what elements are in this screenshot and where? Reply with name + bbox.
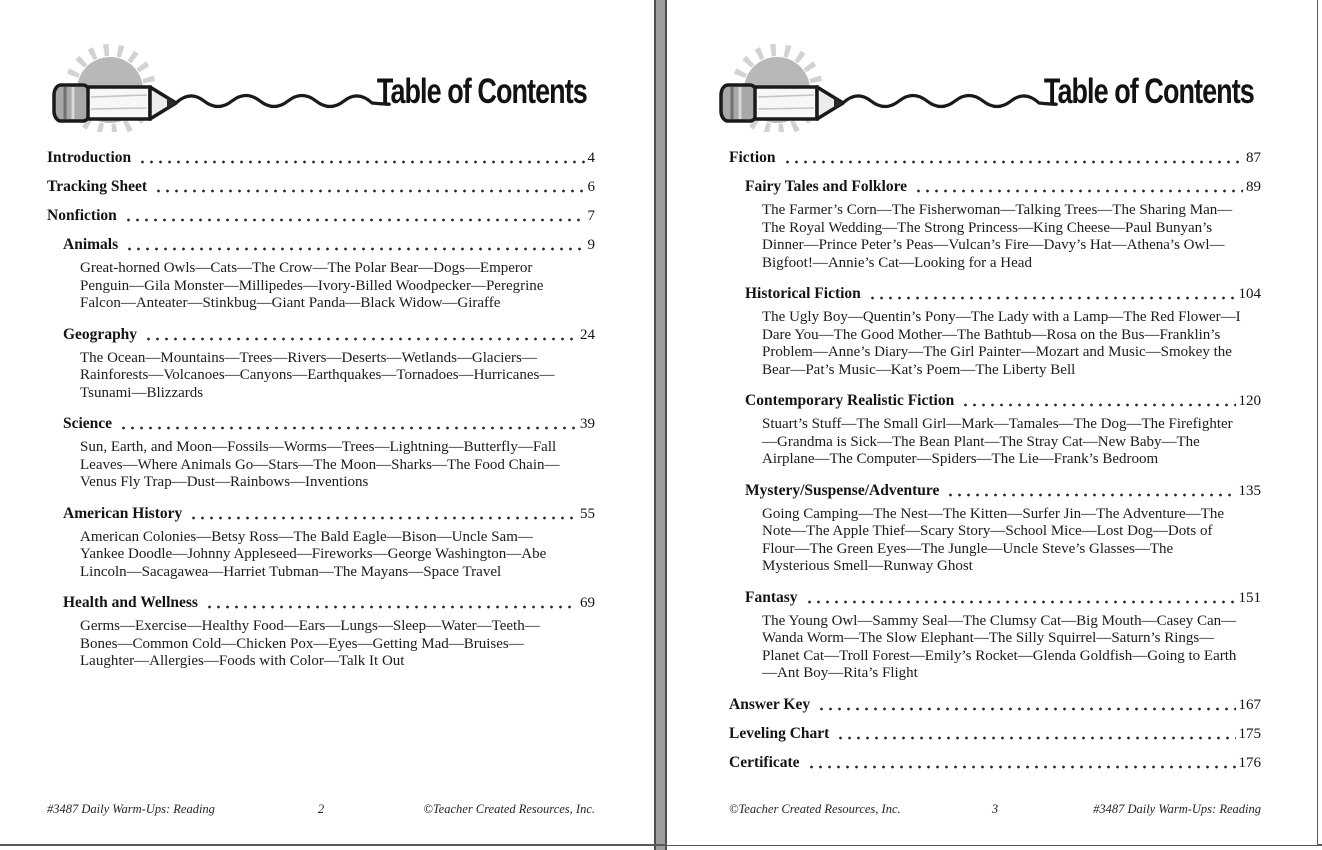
toc-entry-topics: The Young Owl—Sammy Seal—The Clumsy Cat—Big Mouth—Casey Can—Wanda Worm—The Slow Elephant—The Silly Squirrel—Saturn’s Rings—Planet Cat—Troll Forest—Emily’s Rocket—Glenda Goldfish—Going to Earth—Ant Boy—Rita’s Flight: [762, 612, 1237, 681]
page-number: 3: [991, 802, 999, 816]
toc-left: [0, 138, 654, 684]
dot-leader: [783, 160, 1244, 164]
toc-row: [745, 285, 1261, 303]
toc-entry-label: Leveling Chart: [729, 724, 830, 742]
toc-entry-label: Contemporary Realistic Fiction: [745, 392, 955, 409]
dot-leader: [914, 189, 1243, 193]
toc-row: [745, 589, 1261, 607]
toc-entry-page-number: 89: [1246, 179, 1261, 195]
toc-entry-topics: The Ugly Boy—Quentin’s Pony—The Lady with a Lamp—The Red Flower—I Dare You—The Good Mother—The Bathtub—Rosa on the Bus—Franklin’s Problem—Anne’s Diary—The Girl Painter—Mozart and Music—Smokey the Bear—Pat’s Music—Kat’s Poem—The Liberty Bell: [762, 309, 1241, 378]
toc-entry: [63, 415, 595, 492]
toc-row: [729, 725, 1261, 743]
toc-entry: [729, 149, 1261, 167]
toc-header-left: [0, 0, 654, 132]
toc-entry-label: Health and Wellness: [63, 594, 198, 611]
toc-entry: [47, 207, 595, 225]
page-left: [0, 0, 654, 845]
toc-entry-topics: Stuart’s Stuff—The Small Girl—Mark—Tamales—The Dog—The Firefighter—Grandma is Sick—The Bean Plant—The Stray Cat—New Baby—The Airplane—The Computer—Spiders—The Lie—Frank’s Bedroom: [762, 416, 1233, 467]
toc-entry-label: Fantasy: [745, 588, 798, 606]
toc-entry-page-number: 104: [1238, 286, 1261, 302]
toc-row: [745, 482, 1261, 500]
toc-entry: [63, 594, 595, 671]
toc-entry-label: Nonfiction: [47, 207, 117, 224]
toc-entry: [745, 482, 1261, 576]
toc-entry: [47, 178, 595, 196]
page-right: [667, 0, 1317, 845]
toc-entry-topics: Going Camping—The Nest—The Kitten—Surfer Jin—The Adventure—The Note—The Apple Thief—Scary Story—School Mice—Lost Dog—Dots of Flour—The Green Eyes—The Jungle—Uncle Steve’s Glasses—The Mysterious Smell—Runway Ghost: [762, 505, 1224, 574]
toc-entry: [63, 236, 595, 313]
dot-leader: [807, 765, 1236, 769]
toc-entry-label: Certificate: [729, 753, 800, 771]
dot-leader: [154, 189, 584, 193]
toc-entry-topics: Sun, Earth, and Moon—Fossils—Worms—Trees—Lightning—Butterfly—Fall Leaves—Where Animals Go—Stars—The Moon—Sharks—The Food Chain—Venus Fly Trap—Dust—Rainbows—Inventions: [80, 439, 560, 490]
dot-leader: [125, 247, 584, 251]
toc-row: [729, 754, 1261, 772]
toc-entry-page-number: 9: [587, 237, 595, 253]
dot-leader: [119, 426, 577, 430]
toc-entry-label: Answer Key: [729, 695, 811, 713]
dot-leader: [189, 516, 577, 520]
dot-leader: [144, 337, 577, 341]
footer-book-id: #3487 Daily Warm-Ups: Reading: [1093, 802, 1261, 816]
toc-entry-label: Tracking Sheet: [47, 178, 148, 195]
toc-entry-page-number: 151: [1238, 589, 1261, 606]
dot-leader: [946, 493, 1235, 497]
toc-entry: [729, 754, 1261, 772]
toc-entry-page-number: 120: [1238, 393, 1261, 409]
toc-row: [745, 392, 1261, 410]
toc-right: [667, 138, 1317, 772]
toc-entry-page-number: 6: [587, 179, 595, 195]
toc-entry-label: Mystery/Suspense/Adventure: [745, 481, 940, 499]
toc-header-right: [667, 0, 1317, 132]
dot-leader: [817, 707, 1235, 711]
dot-leader: [868, 296, 1236, 300]
toc-entry: [63, 505, 595, 582]
toc-entry: [745, 285, 1261, 379]
dot-leader: [805, 600, 1236, 604]
toc-entry-page-number: 135: [1238, 482, 1261, 499]
toc-entry-label: Fairy Tales and Folklore: [745, 178, 908, 195]
dot-leader: [138, 160, 584, 164]
toc-entry: [745, 178, 1261, 272]
toc-entry-label: Animals: [63, 236, 119, 253]
toc-row: [63, 594, 595, 612]
toc-row: [47, 149, 595, 167]
toc-entry-page-number: 175: [1238, 725, 1261, 742]
dot-leader: [124, 218, 585, 222]
toc-entry: [63, 326, 595, 403]
toc-entry: [47, 149, 595, 167]
toc-entry-page-number: 7: [587, 208, 595, 224]
page-footer-right: [667, 802, 1317, 817]
footer-copyright: ©Teacher Created Resources, Inc.: [729, 802, 901, 816]
page-gutter-divider: [654, 0, 667, 850]
toc-entry-page-number: 4: [587, 150, 595, 166]
toc-entry-page-number: 39: [580, 416, 595, 432]
page-title: Table of Contents: [377, 72, 588, 112]
page-number: 2: [317, 802, 325, 816]
toc-entry-label: Introduction: [47, 149, 132, 166]
toc-row: [63, 236, 595, 254]
toc-entry-label: Science: [63, 415, 113, 432]
toc-entry: [745, 589, 1261, 683]
page-footer-left: [0, 802, 654, 817]
toc-row: [745, 178, 1261, 196]
toc-entry-topics: Great-horned Owls—Cats—The Crow—The Polar Bear—Dogs—Emperor Penguin—Gila Monster—Millipedes—Ivory-Billed Woodpecker—Peregrine Falcon—Anteater—Stinkbug—Giant Panda—Black Widow—Giraffe: [80, 260, 544, 311]
toc-entry: [729, 725, 1261, 743]
dot-leader: [205, 605, 577, 609]
toc-entry-topics: The Ocean—Mountains—Trees—Rivers—Deserts—Wetlands—Glaciers—Rainforests—Volcanoes—Canyons—Earthquakes—Tornadoes—Hurricanes—Tsunami—Blizzards: [80, 349, 555, 401]
toc-entry: [745, 392, 1261, 469]
footer-copyright: ©Teacher Created Resources, Inc.: [423, 802, 595, 816]
toc-entry-page-number: 69: [580, 595, 595, 611]
toc-row: [63, 326, 595, 344]
toc-row: [63, 505, 595, 523]
toc-entry-page-number: 87: [1246, 150, 1261, 166]
toc-row: [47, 178, 595, 196]
toc-entry-topics: Germs—Exercise—Healthy Food—Ears—Lungs—Sleep—Water—Teeth—Bones—Common Cold—Chicken Pox—Eyes—Getting Mad—Bruises—Laughter—Allergies—Foods with Color—Talk It Out: [80, 618, 540, 669]
toc-entry-page-number: 55: [580, 505, 595, 522]
toc-entry-label: Geography: [63, 325, 138, 343]
dot-leader: [836, 736, 1235, 740]
toc-entry-topics: American Colonies—Betsy Ross—The Bald Eagle—Bison—Uncle Sam—Yankee Doodle—Johnny Appleseed—Fireworks—George Washington—Abe Lincoln—Sacagawea—Harriet Tubman—The Mayans—Space Travel: [80, 528, 547, 580]
page-title: Table of Contents: [1044, 72, 1255, 112]
toc-entry-topics: The Farmer’s Corn—The Fisherwoman—Talking Trees—The Sharing Man—The Royal Wedding—The Strong Princess—King Cheese—Paul Bunyan’s Dinner—Prince Peter’s Peas—Vulcan’s Fire—Davy’s Hat—Athena’s Owl—Bigfoot!—Annie’s Cat—Looking for a Head: [762, 202, 1233, 271]
toc-entry: [729, 696, 1261, 714]
toc-row: [729, 149, 1261, 167]
footer-book-id: #3487 Daily Warm-Ups: Reading: [47, 802, 215, 816]
dot-leader: [961, 403, 1235, 407]
toc-row: [729, 696, 1261, 714]
toc-entry-page-number: 24: [580, 326, 595, 343]
toc-row: [63, 415, 595, 433]
toc-entry-label: Fiction: [729, 149, 776, 166]
toc-entry-label: American History: [63, 504, 183, 522]
toc-row: [47, 207, 595, 225]
toc-entry-label: Historical Fiction: [745, 285, 861, 302]
toc-entry-page-number: 167: [1238, 696, 1261, 713]
toc-entry-page-number: 176: [1238, 754, 1261, 771]
